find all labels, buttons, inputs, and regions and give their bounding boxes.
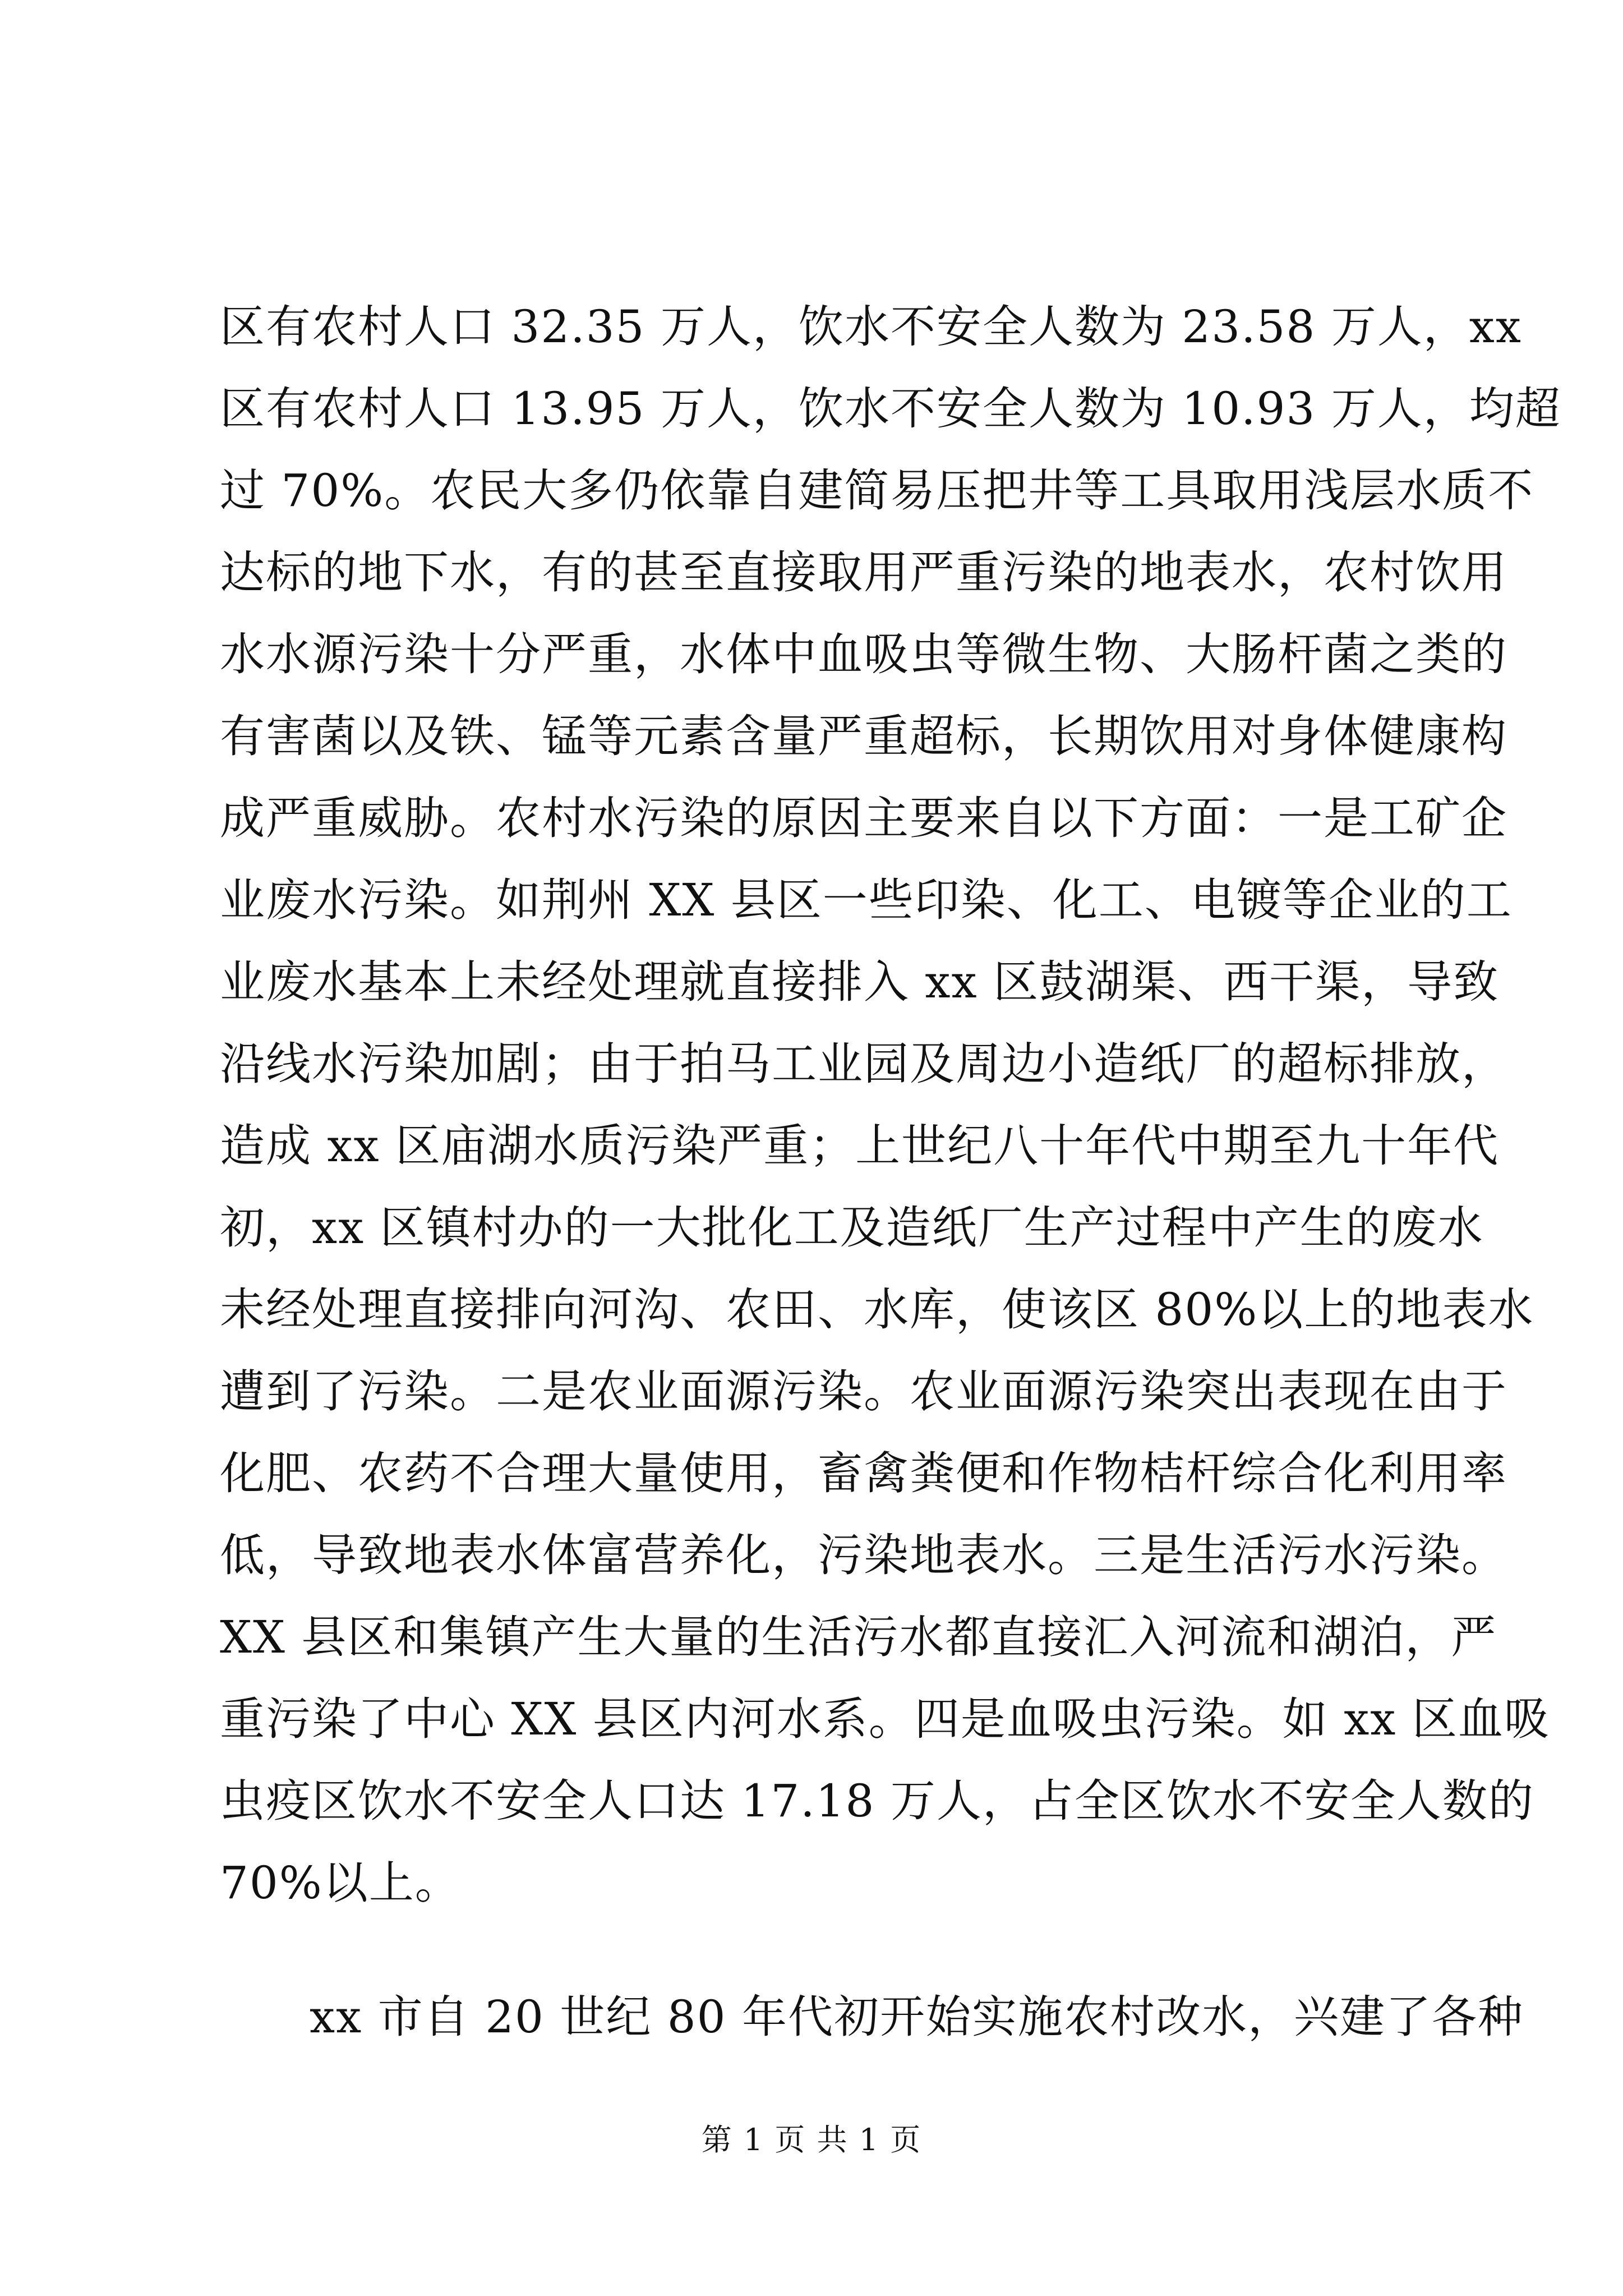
- paragraph-line: XX 县区和集镇产生大量的生活污水都直接汇入河流和湖泊，严: [220, 1611, 1497, 1663]
- paragraph-line: 重污染了中心 XX 县区内河水系。四是血吸虫污染。如 xx 区血吸: [220, 1693, 1550, 1745]
- paragraph-line: 业废水污染。如荆州 XX 县区一些印染、化工、电镀等企业的工: [220, 874, 1513, 926]
- paragraph-line: 成严重威胁。农村水污染的原因主要来自以下方面：一是工矿企: [220, 792, 1507, 844]
- paragraph-line: 70%以上。: [220, 1857, 461, 1909]
- paragraph-line: 虫疫区饮水不安全人口达 17.18 万人，占全区饮水不安全人数的: [220, 1775, 1534, 1827]
- paragraph-1: [220, 286, 1561, 1924]
- paragraph-line: 遭到了污染。二是农业面源污染。农业面源污染突出表现在由于: [220, 1365, 1507, 1418]
- paragraph-line: 过 70%。农民大多仍依靠自建简易压把井等工具取用浅层水质不: [220, 464, 1534, 517]
- paragraph-line: 有害菌以及铁、锰等元素含量严重超标，长期饮用对身体健康构: [220, 710, 1507, 762]
- paragraph-line: 化肥、农药不合理大量使用，畜禽粪便和作物桔杆综合化利用率: [220, 1447, 1507, 1499]
- paragraph-line: 区有农村人口 32.35 万人，饮水不安全人数为 23.58 万人，xx: [220, 301, 1522, 353]
- page-footer: 第 1 页 共 1 页: [701, 2122, 922, 2157]
- paragraph-2: [220, 1976, 1524, 2058]
- paragraph-line: 造成 xx 区庙湖水质污染严重；上世纪八十年代中期至九十年代: [220, 1120, 1500, 1172]
- paragraph-line: 达标的地下水，有的甚至直接取用严重污染的地表水，农村饮用: [220, 546, 1507, 599]
- paragraph-line: 未经处理直接排向河沟、农田、水库，使该区 80%以上的地表水: [220, 1283, 1534, 1336]
- paragraph-line: xx 市自 20 世纪 80 年代初开始实施农村改水，兴建了各种: [310, 1991, 1524, 2043]
- paragraph-line: 初，xx 区镇村办的一大批化工及造纸厂生产过程中产生的废水: [220, 1202, 1484, 1254]
- paragraph-line: 业废水基本上未经处理就直接排入 xx 区鼓湖渠、西干渠，导致: [220, 956, 1500, 1008]
- paragraph-line: 低，导致地表水体富营养化，污染地表水。三是生活污水污染。: [220, 1529, 1507, 1581]
- paragraph-line: 区有农村人口 13.95 万人，饮水不安全人数为 10.93 万人，均超: [220, 383, 1561, 435]
- paragraph-line: 水水源污染十分严重，水体中血吸虫等微生物、大肠杆菌之类的: [220, 628, 1507, 680]
- paragraph-line: 沿线水污染加剧；由于拍马工业园及周边小造纸厂的超标排放，: [220, 1038, 1507, 1090]
